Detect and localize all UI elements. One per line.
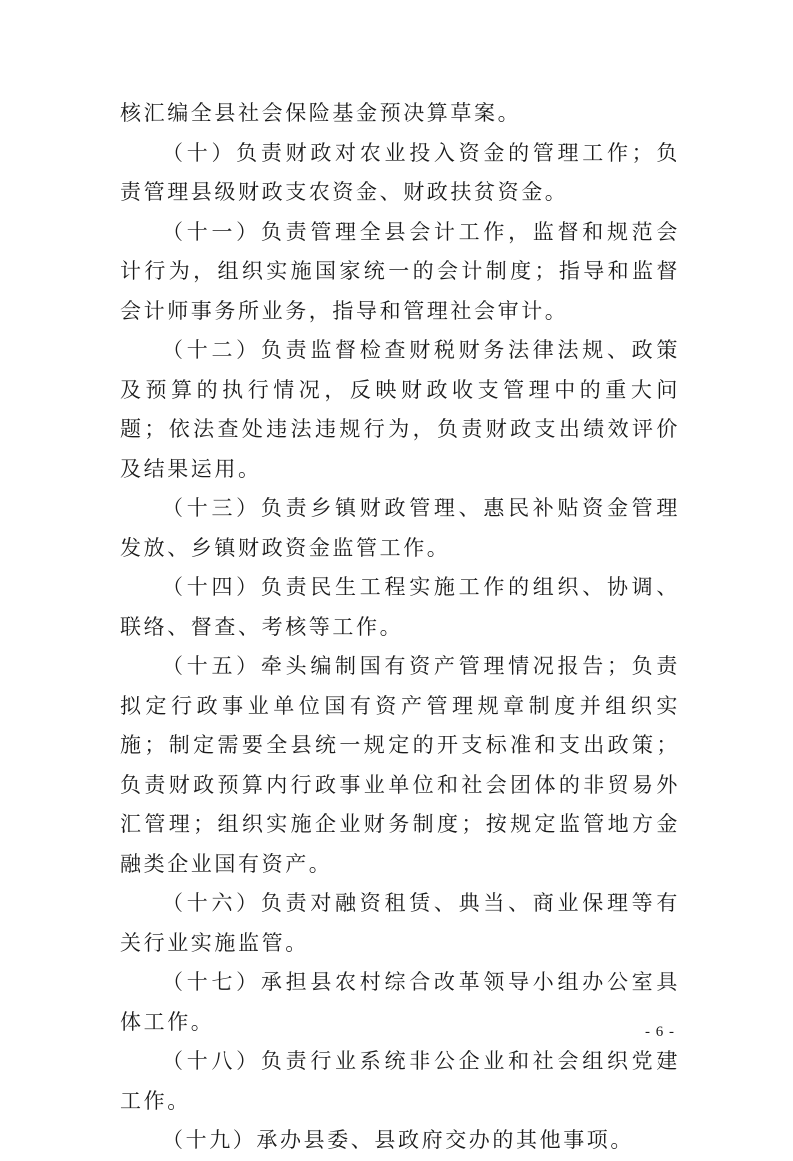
paragraph-item-11: （十一）负责管理全县会计工作，监督和规范会计行为，组织实施国家统一的会计制度；指导和监督会计师事务所业务，指导和管理社会审计。 xyxy=(120,219,680,323)
paragraph-item-12: （十二）负责监督检查财税财务法律法规、政策及预算的执行情况，反映财政收支管理中的重大问题；依法查处违法违规行为，负责财政支出绩效评价及结果运用。 xyxy=(120,338,680,481)
paragraph-item-15: （十五）牵头编制国有资产管理情况报告；负责拟定行政事业单位国有资产管理规章制度并组织实施；制定需要全县统一规定的开支标准和支出政策；负责财政预算内行政事业单位和社会团体的非贸易外汇管理；组织实施企业财务制度；按规定监管地方金融类企业国有资产。 xyxy=(120,654,680,876)
page-number: - 6 - xyxy=(645,1024,675,1040)
paragraph-item-10: （十）负责财政对农业投入资金的管理工作；负责管理县级财政支农资金、财政扶贫资金。 xyxy=(120,140,680,204)
paragraph-item-16: （十六）负责对融资租赁、典当、商业保理等有关行业实施监管。 xyxy=(120,891,680,955)
paragraph-item-13: （十三）负责乡镇财政管理、惠民补贴资金管理发放、乡镇财政资金监管工作。 xyxy=(120,496,680,560)
paragraph-continuation: 核汇编全县社会保险基金预决算草案。 xyxy=(120,101,522,125)
paragraph-item-18: （十八）负责行业系统非公企业和社会组织党建工作。 xyxy=(120,1049,680,1113)
document-body xyxy=(120,94,680,1161)
paragraph-item-19: （十九）承办县委、县政府交办的其他事项。 xyxy=(162,1128,634,1152)
paragraph-item-17: （十七）承担县农村综合改革领导小组办公室具体工作。 xyxy=(120,970,680,1034)
paragraph-item-14: （十四）负责民生工程实施工作的组织、协调、联络、督查、考核等工作。 xyxy=(120,575,680,639)
